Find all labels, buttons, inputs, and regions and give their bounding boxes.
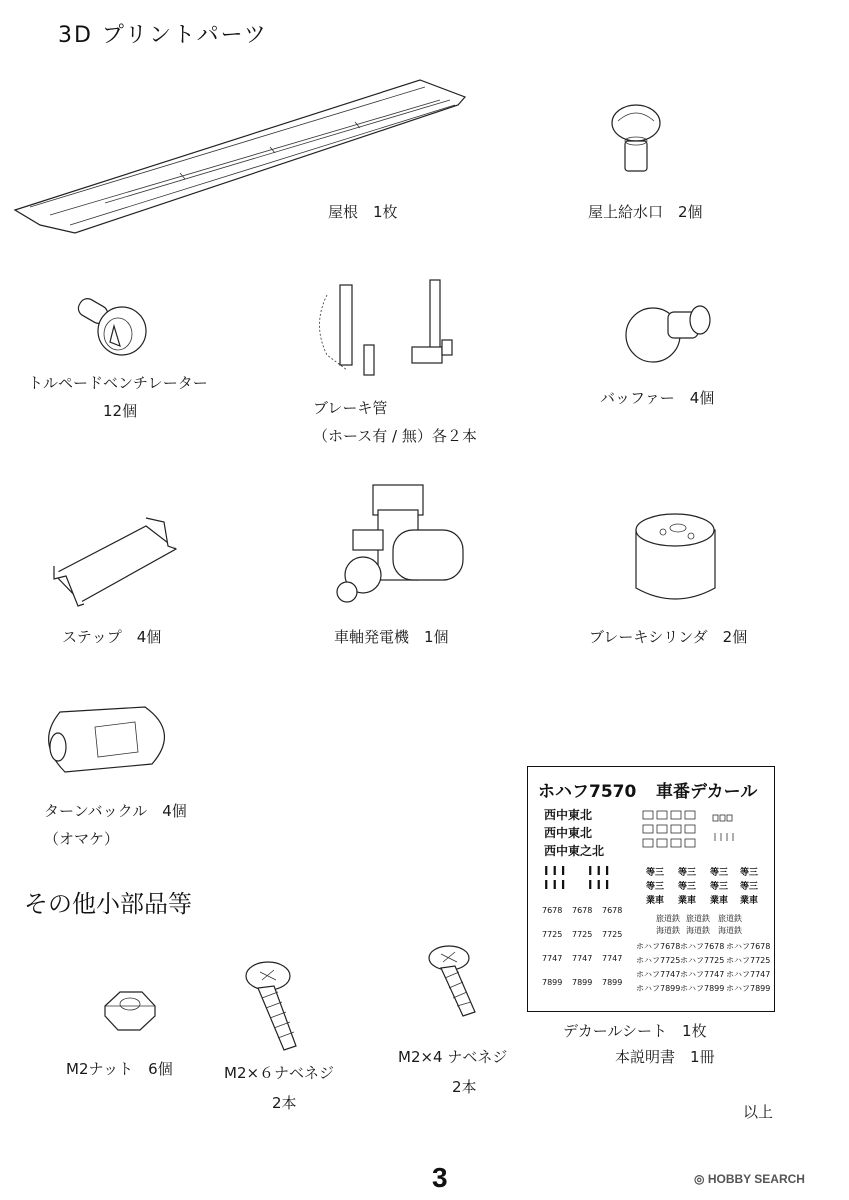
decal-bars-4: III xyxy=(588,878,614,892)
decal-number-5: 7725 xyxy=(572,930,593,939)
brake-pipe-drawing xyxy=(302,275,462,385)
label-turnbuckle-note: （オマケ） xyxy=(44,830,120,848)
decal-number-12: 7899 xyxy=(602,978,623,987)
decal-series-4: ホハフ7725 xyxy=(636,956,681,965)
label-screw-m2x4-qty: 2本 xyxy=(452,1078,477,1096)
screw-m2x6-drawing xyxy=(244,960,304,1060)
decal-bars-2: III xyxy=(588,864,614,878)
roof-drawing xyxy=(10,75,480,235)
decal-railway-3: 旅道鉄 xyxy=(718,914,742,923)
label-decal-sheet: デカールシート 1枚 xyxy=(563,1022,707,1040)
decal-series-6: ホハフ7725 xyxy=(726,956,771,965)
decal-class-row-5: 等三 xyxy=(646,882,665,892)
decal-series-11: ホハフ7899 xyxy=(680,984,725,993)
decal-series-12: ホハフ7899 xyxy=(726,984,771,993)
decal-railway-6: 海道鉄 xyxy=(718,926,742,935)
decal-number-7: 7747 xyxy=(542,954,563,963)
watermark-logo xyxy=(694,1172,805,1186)
decal-bars-1: III xyxy=(544,864,570,878)
brake-cylinder-drawing xyxy=(633,510,723,610)
decal-class-row-2: 等三 xyxy=(678,868,697,878)
step-drawing xyxy=(46,514,186,614)
decal-railway-5: 海道鉄 xyxy=(686,926,710,935)
label-axle-generator: 車軸発電機 1個 xyxy=(334,628,449,646)
decal-number-1: 7678 xyxy=(542,906,563,915)
decal-series-2: ホハフ7678 xyxy=(680,942,725,951)
section-heading-3d-parts: 3D プリントパーツ xyxy=(58,23,268,48)
decal-railway-1: 旅道鉄 xyxy=(656,914,680,923)
decal-number-2: 7678 xyxy=(572,906,593,915)
label-screw-m2x4: M2×4 ナベネジ xyxy=(398,1048,508,1066)
label-step: ステップ 4個 xyxy=(62,628,162,646)
decal-railway-4: 海道鉄 xyxy=(656,926,680,935)
decal-class-row-8: 等三 xyxy=(740,882,759,892)
decal-railway-2: 旅道鉄 xyxy=(686,914,710,923)
label-brake-pipe: ブレーキ管 xyxy=(313,399,388,417)
decal-series-1: ホハフ7678 xyxy=(636,942,681,951)
label-buffer: バッファー 4個 xyxy=(600,389,715,407)
torpedo-vent-drawing xyxy=(74,296,154,366)
decal-number-6: 7725 xyxy=(602,930,623,939)
decal-class-row-1: 等三 xyxy=(646,868,665,878)
label-manual: 本説明書 1冊 xyxy=(615,1048,715,1066)
decal-title: ホハフ7570 xyxy=(538,782,637,802)
turnbuckle-drawing xyxy=(40,702,190,782)
nut-drawing xyxy=(100,986,160,1036)
label-turnbuckle: ターンバックル 4個 xyxy=(44,802,187,820)
axle-generator-drawing xyxy=(333,480,473,605)
label-torpedo-vent-qty: 12個 xyxy=(103,402,138,420)
decal-class-row-11: 業車 xyxy=(710,896,729,906)
page-number: 3 xyxy=(432,1162,448,1193)
decal-number-3: 7678 xyxy=(602,906,623,915)
decal-class-row-9: 業車 xyxy=(646,896,665,906)
decal-class-row-12: 業車 xyxy=(740,896,759,906)
decal-sheet xyxy=(527,766,775,1012)
label-roof: 屋根 1枚 xyxy=(328,203,398,221)
decal-series-7: ホハフ7747 xyxy=(636,970,681,979)
decal-class-row-7: 等三 xyxy=(710,882,729,892)
decal-class-row-10: 業車 xyxy=(678,896,697,906)
decal-number-4: 7725 xyxy=(542,930,563,939)
section-heading-other-parts: その他小部品等 xyxy=(24,890,192,918)
water-inlet-drawing xyxy=(608,103,668,183)
decal-small-marks xyxy=(643,811,743,871)
label-screw-m2x6-qty: 2本 xyxy=(272,1094,297,1112)
buffer-drawing xyxy=(618,290,718,370)
decal-class-row-3: 等三 xyxy=(710,868,729,878)
decal-number-8: 7747 xyxy=(572,954,593,963)
decal-bars-3: III xyxy=(544,878,570,892)
watermark-icon: ◎ xyxy=(694,1172,708,1186)
label-water-inlet: 屋上給水口 2個 xyxy=(588,203,703,221)
decal-series-10: ホハフ7899 xyxy=(636,984,681,993)
decal-class-row-6: 等三 xyxy=(678,882,697,892)
decal-series-9: ホハフ7747 xyxy=(726,970,771,979)
decal-class-row-4: 等三 xyxy=(740,868,759,878)
decal-title-2: 車番デカール xyxy=(656,782,758,802)
decal-number-10: 7899 xyxy=(542,978,563,987)
label-brake-cylinder: ブレーキシリンダ 2個 xyxy=(589,628,748,646)
decal-series-3: ホハフ7678 xyxy=(726,942,771,951)
label-brake-pipe-qty: （ホース有 / 無）各２本 xyxy=(313,427,477,445)
watermark-text: HOBBY SEARCH xyxy=(707,1172,805,1186)
label-nut: M2ナット 6個 xyxy=(66,1060,173,1078)
decal-kanji-row-2: 西中東北 xyxy=(544,826,593,840)
decal-series-5: ホハフ7725 xyxy=(680,956,725,965)
decal-number-9: 7747 xyxy=(602,954,623,963)
label-screw-m2x6: M2×６ナベネジ xyxy=(224,1064,335,1082)
decal-kanji-row-1: 西中東北 xyxy=(544,808,593,822)
label-torpedo-vent: トルペードベンチレーター xyxy=(28,374,208,392)
screw-m2x4-drawing xyxy=(427,944,487,1024)
decal-series-8: ホハフ7747 xyxy=(680,970,725,979)
label-end: 以上 xyxy=(743,1103,774,1121)
decal-kanji-row-3: 西中東之北 xyxy=(544,844,605,858)
decal-number-11: 7899 xyxy=(572,978,593,987)
